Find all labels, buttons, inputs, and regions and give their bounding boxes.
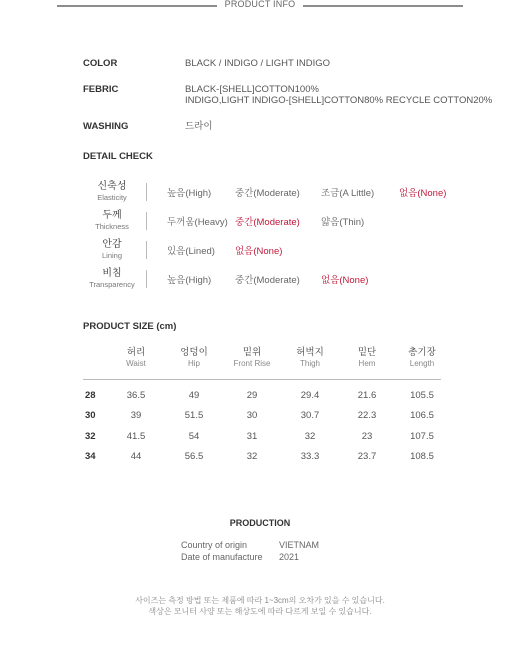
detail-option: 두꺼움(Heavy)	[167, 217, 228, 228]
column-label-en: Length	[409, 359, 435, 368]
production-value: 2021	[279, 552, 300, 562]
table-cell: 107.5	[410, 431, 434, 442]
table-cell: 56.5	[184, 451, 204, 462]
column-label-en: Hip	[187, 359, 200, 368]
detail-label-ko: 두께	[102, 210, 122, 221]
table-cell: 54	[188, 431, 200, 442]
detail-divider	[146, 270, 147, 288]
detail-option-selected: 중간(Moderate)	[235, 217, 300, 228]
size-disclaimer-note: 사이즈는 측정 방법 또는 제품에 따라 1~3cm의 오차가 있을 수 있습니다.	[135, 596, 385, 605]
table-cell: 39	[130, 410, 142, 421]
info-value	[185, 84, 492, 106]
detail-option: 높음(High)	[167, 188, 212, 199]
detail-label	[83, 239, 141, 261]
detail-label	[83, 268, 141, 290]
column-label-en: Thigh	[299, 359, 320, 368]
detail-label-en: Transparency	[89, 280, 135, 289]
product-size-title: PRODUCT SIZE (cm)	[83, 321, 177, 332]
table-row	[83, 451, 463, 465]
detail-row-transparency	[83, 268, 483, 296]
detail-option-selected: 없음(None)	[235, 246, 283, 257]
size-label: 30	[85, 410, 96, 421]
table-cell: 36.5	[126, 390, 146, 401]
column-label-en: Waist	[126, 359, 146, 368]
color-disclaimer-note: 색상은 모니터 사양 또는 해상도에 따라 다르게 보일 수 있습니다.	[148, 607, 372, 616]
size-column-header	[280, 347, 340, 369]
detail-label-en: Thickness	[95, 222, 129, 231]
info-value-line: BLACK / INDIGO / LIGHT INDIGO	[185, 58, 330, 69]
size-table-divider	[83, 379, 441, 380]
info-value	[185, 58, 330, 69]
detail-row-elasticity	[83, 181, 483, 209]
info-key: FEBRIC	[83, 84, 119, 95]
info-key: WASHING	[83, 121, 129, 132]
detail-label-ko: 신축성	[97, 181, 127, 192]
table-row	[83, 431, 463, 445]
size-column-header	[337, 347, 397, 369]
detail-label-en: Lining	[101, 251, 123, 260]
detail-option: 있음(Lined)	[167, 246, 215, 257]
table-cell: 30	[246, 410, 258, 421]
detail-option-selected: 없음(None)	[399, 188, 447, 199]
column-label-en: Front Rise	[233, 359, 271, 368]
column-label-en: Hem	[358, 359, 376, 368]
table-cell: 106.5	[410, 410, 434, 421]
detail-label	[83, 210, 141, 232]
table-cell: 29	[246, 390, 258, 401]
column-label-ko: 허리	[126, 347, 146, 358]
size-column-header	[222, 347, 282, 369]
table-cell: 22.3	[357, 410, 377, 421]
header-rule-right	[303, 5, 463, 7]
table-cell: 23.7	[357, 451, 377, 462]
table-cell: 29.4	[300, 390, 320, 401]
info-value-line: 드라이	[185, 121, 213, 132]
table-cell: 108.5	[410, 451, 434, 462]
detail-option: 중간(Moderate)	[235, 188, 300, 199]
detail-option: 높음(High)	[167, 275, 212, 286]
detail-label-ko: 비침	[102, 268, 122, 279]
table-cell: 30.7	[300, 410, 320, 421]
size-column-header	[392, 347, 452, 369]
info-value	[185, 121, 213, 132]
header-title: PRODUCT INFO	[224, 0, 296, 9]
detail-divider	[146, 241, 147, 259]
table-cell: 51.5	[184, 410, 204, 421]
detail-option: 조금(A Little)	[321, 188, 375, 199]
column-label-ko: 밑위	[242, 347, 262, 358]
detail-option: 얇음(Thin)	[321, 217, 365, 228]
detail-option: 중간(Moderate)	[235, 275, 300, 286]
table-cell: 41.5	[126, 431, 146, 442]
detail-check-title: DETAIL CHECK	[83, 151, 153, 162]
table-cell: 33.3	[300, 451, 320, 462]
size-column-header	[106, 347, 166, 369]
table-cell: 44	[130, 451, 142, 462]
table-cell: 32	[246, 451, 258, 462]
size-table-header	[83, 347, 463, 377]
detail-divider	[146, 212, 147, 230]
detail-label-ko: 안감	[102, 239, 122, 250]
header-rule-left	[57, 5, 217, 7]
size-label: 34	[85, 451, 96, 462]
table-cell: 105.5	[410, 390, 434, 401]
table-row	[83, 390, 463, 404]
column-label-ko: 총기장	[408, 347, 436, 358]
table-cell: 49	[188, 390, 200, 401]
table-row	[83, 410, 463, 424]
size-label: 28	[85, 390, 96, 401]
column-label-ko: 엉덩이	[180, 347, 208, 358]
detail-option-selected: 없음(None)	[321, 275, 369, 286]
info-value-line: INDIGO,LIGHT INDIGO-[SHELL]COTTON80% RECYCLE COTTON20%	[185, 95, 493, 106]
info-key: COLOR	[83, 58, 118, 69]
production-title: PRODUCTION	[229, 518, 291, 528]
production-value: VIETNAM	[279, 540, 320, 550]
detail-row-thickness	[83, 210, 483, 238]
size-label: 32	[85, 431, 96, 442]
detail-label	[83, 181, 141, 203]
table-cell: 21.6	[357, 390, 377, 401]
column-label-ko: 밑단	[357, 347, 377, 358]
production-key: Date of manufacture	[181, 552, 263, 562]
detail-label-en: Elasticity	[97, 193, 127, 202]
table-cell: 31	[246, 431, 258, 442]
info-value-line: BLACK-[SHELL]COTTON100%	[185, 84, 319, 95]
production-key: Country of origin	[181, 540, 248, 550]
column-label-ko: 허벅지	[296, 347, 324, 358]
detail-row-lining	[83, 239, 483, 267]
size-column-header	[164, 347, 224, 369]
table-cell: 32	[304, 431, 316, 442]
product-info-header	[0, 0, 520, 12]
table-cell: 23	[361, 431, 373, 442]
detail-divider	[146, 183, 147, 201]
